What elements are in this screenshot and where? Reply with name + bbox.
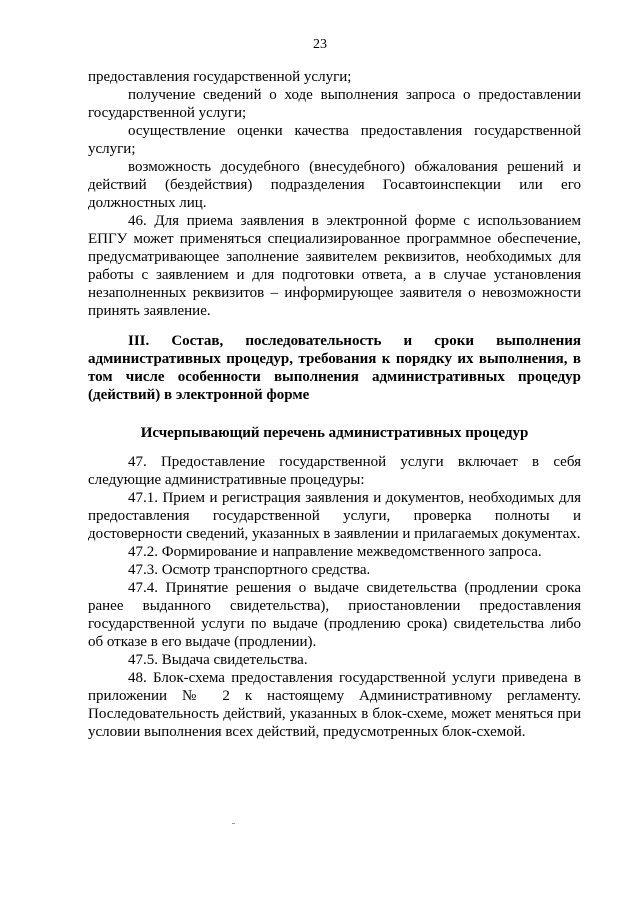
paragraph-48: 48. Блок-схема предоставления государственной услуги приведена в приложении № 2 к настоящему Административному регламенту. Последовательность действий, указанных в блок-схеме, может меняться при условии выполнения всех действий, предусмотренных блок-схемой. bbox=[88, 670, 581, 740]
section-3-block bbox=[88, 332, 581, 442]
section-heading: III. Состав, последовательность и сроки выполнения административных процедур, требования к порядку их выполнения, в том числе особенности выполнения административных процедур (действий) в электронной форме bbox=[88, 333, 581, 403]
section-subheading: Исчерпывающий перечень административных процедур bbox=[140, 425, 529, 441]
paragraph: предоставления государственной услуги; bbox=[88, 69, 352, 85]
procedures-list bbox=[88, 453, 581, 741]
page-number: 23 bbox=[313, 37, 327, 52]
paragraph: возможность досудебного (внесудебного) обжалования решений и действий (бездействия) подразделения Госавтоинспекции или его должностных лиц. bbox=[88, 159, 581, 211]
paragraph: осуществление оценки качества предоставления государственной услуги; bbox=[88, 123, 581, 157]
paragraph-47-4: 47.4. Принятие решения о выдаче свидетельства (продлении срока ранее выданного свидетельства), приостановлении предоставления государственной услуги по выдаче (продлению срока) свидетельства либо об отказе в его выдаче (продлении). bbox=[88, 580, 581, 650]
top-text-block bbox=[88, 68, 581, 320]
paragraph-47: 47. Предоставление государственной услуги включает в себя следующие административные процедуры: bbox=[88, 454, 581, 488]
paragraph: получение сведений о ходе выполнения запроса о предоставлении государственной услуги; bbox=[88, 87, 581, 121]
paragraph-46: 46. Для приема заявления в электронной форме с использованием ЕПГУ может применяться специализированное программное обеспечение, предусматривающее заполнение заявителем реквизитов, необходимых для работы с заявлением и для подготовки ответа, а в случае установления незаполненных реквизитов – информирующее заявителя о невозможности принять заявление. bbox=[88, 213, 581, 319]
paragraph-47-5: 47.5. Выдача свидетельства. bbox=[128, 652, 308, 668]
paragraph-47-3: 47.3. Осмотр транспортного средства. bbox=[128, 562, 371, 578]
scan-speck bbox=[232, 823, 235, 824]
paragraph-47-2: 47.2. Формирование и направление межведомственного запроса. bbox=[128, 544, 542, 560]
paragraph-47-1: 47.1. Прием и регистрация заявления и документов, необходимых для предоставления государственной услуги, проверка полноты и достоверности сведений, указанных в заявлении и прилагаемых документах. bbox=[88, 490, 581, 542]
